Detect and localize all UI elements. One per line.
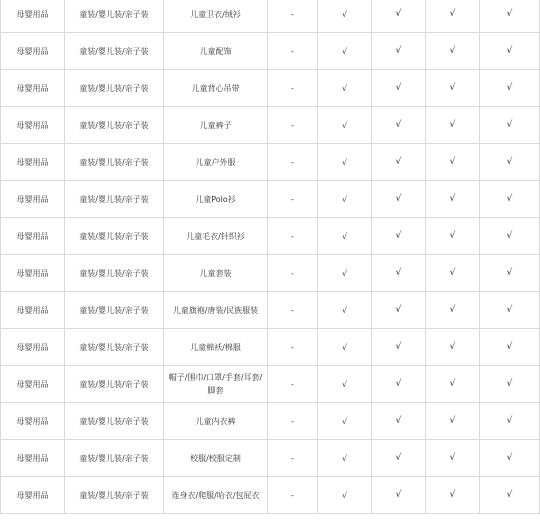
- check-cell-1: √: [318, 255, 372, 292]
- check-cell-2: √: [372, 218, 426, 255]
- level2-category-cell: 童装/婴儿装/亲子装: [65, 218, 164, 255]
- dash-cell: -: [268, 477, 318, 514]
- check-cell-4: √: [480, 292, 540, 329]
- level1-category-cell: 母婴用品: [1, 181, 65, 218]
- check-cell-1: √: [318, 218, 372, 255]
- level2-category-cell: 童装/婴儿装/亲子装: [65, 70, 164, 107]
- check-cell-3: √: [426, 107, 480, 144]
- check-cell-1: √: [318, 329, 372, 366]
- dash-cell: -: [268, 144, 318, 181]
- table-row: [1, 440, 540, 477]
- check-cell-2: √: [372, 144, 426, 181]
- level3-category-cell: 校服/校服定制: [164, 440, 268, 477]
- check-cell-2: √: [372, 181, 426, 218]
- check-cell-1: √: [318, 292, 372, 329]
- check-cell-3: √: [426, 292, 480, 329]
- level1-category-cell: 母婴用品: [1, 107, 65, 144]
- check-cell-4: √: [480, 218, 540, 255]
- dash-cell: -: [268, 181, 318, 218]
- level1-category-cell: 母婴用品: [1, 70, 65, 107]
- level1-category-cell: 母婴用品: [1, 366, 65, 403]
- table-row: [1, 144, 540, 181]
- table-row: [1, 218, 540, 255]
- check-cell-2: √: [372, 477, 426, 514]
- level3-category-cell: 儿童旗袍/唐装/民族服装: [164, 292, 268, 329]
- level2-category-cell: 童装/婴儿装/亲子装: [65, 107, 164, 144]
- table-row: [1, 33, 540, 70]
- level2-category-cell: 童装/婴儿装/亲子装: [65, 292, 164, 329]
- dash-cell: -: [268, 292, 318, 329]
- dash-cell: -: [268, 329, 318, 366]
- check-cell-1: √: [318, 33, 372, 70]
- level2-category-cell: 童装/婴儿装/亲子装: [65, 329, 164, 366]
- check-cell-3: √: [426, 403, 480, 440]
- level2-category-cell: 童装/婴儿装/亲子装: [65, 366, 164, 403]
- check-cell-1: √: [318, 181, 372, 218]
- check-cell-1: √: [318, 107, 372, 144]
- check-cell-3: √: [426, 0, 480, 33]
- table-row: [1, 292, 540, 329]
- check-cell-1: √: [318, 403, 372, 440]
- check-cell-4: √: [480, 440, 540, 477]
- check-cell-3: √: [426, 70, 480, 107]
- check-cell-2: √: [372, 292, 426, 329]
- table-row: [1, 255, 540, 292]
- check-cell-4: √: [480, 477, 540, 514]
- check-cell-4: √: [480, 33, 540, 70]
- level2-category-cell: 童装/婴儿装/亲子装: [65, 440, 164, 477]
- level3-category-cell: 连身衣/爬服/哈衣/包屁衣: [164, 477, 268, 514]
- check-cell-4: √: [480, 144, 540, 181]
- check-cell-3: √: [426, 144, 480, 181]
- check-cell-1: √: [318, 440, 372, 477]
- check-cell-2: √: [372, 70, 426, 107]
- level1-category-cell: 母婴用品: [1, 403, 65, 440]
- level2-category-cell: 童装/婴儿装/亲子装: [65, 144, 164, 181]
- level1-category-cell: 母婴用品: [1, 144, 65, 181]
- check-cell-1: √: [318, 366, 372, 403]
- dash-cell: -: [268, 440, 318, 477]
- check-cell-3: √: [426, 218, 480, 255]
- check-cell-1: √: [318, 0, 372, 33]
- level1-category-cell: 母婴用品: [1, 255, 65, 292]
- level2-category-cell: 童装/婴儿装/亲子装: [65, 33, 164, 70]
- check-cell-2: √: [372, 403, 426, 440]
- level1-category-cell: 母婴用品: [1, 329, 65, 366]
- level3-category-cell: 儿童套装: [164, 255, 268, 292]
- check-cell-2: √: [372, 440, 426, 477]
- check-cell-2: √: [372, 33, 426, 70]
- check-cell-4: √: [480, 0, 540, 33]
- level1-category-cell: 母婴用品: [1, 477, 65, 514]
- dash-cell: -: [268, 0, 318, 33]
- level2-category-cell: 童装/婴儿装/亲子装: [65, 0, 164, 33]
- check-cell-3: √: [426, 33, 480, 70]
- level3-category-cell: 儿童户外服: [164, 144, 268, 181]
- dash-cell: -: [268, 403, 318, 440]
- table-row: [1, 107, 540, 144]
- level2-category-cell: 童装/婴儿装/亲子装: [65, 477, 164, 514]
- table-row: [1, 70, 540, 107]
- dash-cell: -: [268, 70, 318, 107]
- level1-category-cell: 母婴用品: [1, 292, 65, 329]
- check-cell-4: √: [480, 107, 540, 144]
- table-row: [1, 0, 540, 33]
- check-cell-3: √: [426, 440, 480, 477]
- table-row: [1, 366, 540, 403]
- check-cell-4: √: [480, 403, 540, 440]
- level1-category-cell: 母婴用品: [1, 33, 65, 70]
- check-cell-2: √: [372, 107, 426, 144]
- check-cell-3: √: [426, 477, 480, 514]
- level3-category-cell: 儿童配饰: [164, 33, 268, 70]
- check-cell-4: √: [480, 255, 540, 292]
- check-cell-4: √: [480, 181, 540, 218]
- check-cell-3: √: [426, 255, 480, 292]
- level3-category-cell: 儿童毛衣/针织衫: [164, 218, 268, 255]
- level3-category-cell: 儿童裤子: [164, 107, 268, 144]
- check-cell-1: √: [318, 144, 372, 181]
- level1-category-cell: 母婴用品: [1, 440, 65, 477]
- dash-cell: -: [268, 107, 318, 144]
- level3-category-cell: 儿童棉袄/棉服: [164, 329, 268, 366]
- check-cell-3: √: [426, 329, 480, 366]
- table-row: [1, 477, 540, 514]
- level2-category-cell: 童装/婴儿装/亲子装: [65, 255, 164, 292]
- check-cell-2: √: [372, 0, 426, 33]
- dash-cell: -: [268, 255, 318, 292]
- check-cell-1: √: [318, 477, 372, 514]
- dash-cell: -: [268, 33, 318, 70]
- level3-category-cell: 儿童背心吊带: [164, 70, 268, 107]
- check-cell-4: √: [480, 329, 540, 366]
- check-cell-2: √: [372, 255, 426, 292]
- table-row: [1, 329, 540, 366]
- check-cell-3: √: [426, 181, 480, 218]
- check-cell-4: √: [480, 70, 540, 107]
- check-cell-1: √: [318, 70, 372, 107]
- check-cell-4: √: [480, 366, 540, 403]
- table-row: [1, 403, 540, 440]
- level2-category-cell: 童装/婴儿装/亲子装: [65, 403, 164, 440]
- level3-category-cell: 儿童Polo衫: [164, 181, 268, 218]
- check-cell-2: √: [372, 329, 426, 366]
- level3-category-cell: 帽子/围巾/口罩/手套/耳套/脚套: [164, 366, 268, 403]
- level1-category-cell: 母婴用品: [1, 0, 65, 33]
- table-body: [1, 0, 540, 514]
- dash-cell: -: [268, 218, 318, 255]
- check-cell-3: √: [426, 366, 480, 403]
- check-cell-2: √: [372, 366, 426, 403]
- table-row: [1, 181, 540, 218]
- level3-category-cell: 儿童内衣裤: [164, 403, 268, 440]
- level3-category-cell: 儿童卫衣/绒衫: [164, 0, 268, 33]
- dash-cell: -: [268, 366, 318, 403]
- level1-category-cell: 母婴用品: [1, 218, 65, 255]
- level2-category-cell: 童装/婴儿装/亲子装: [65, 181, 164, 218]
